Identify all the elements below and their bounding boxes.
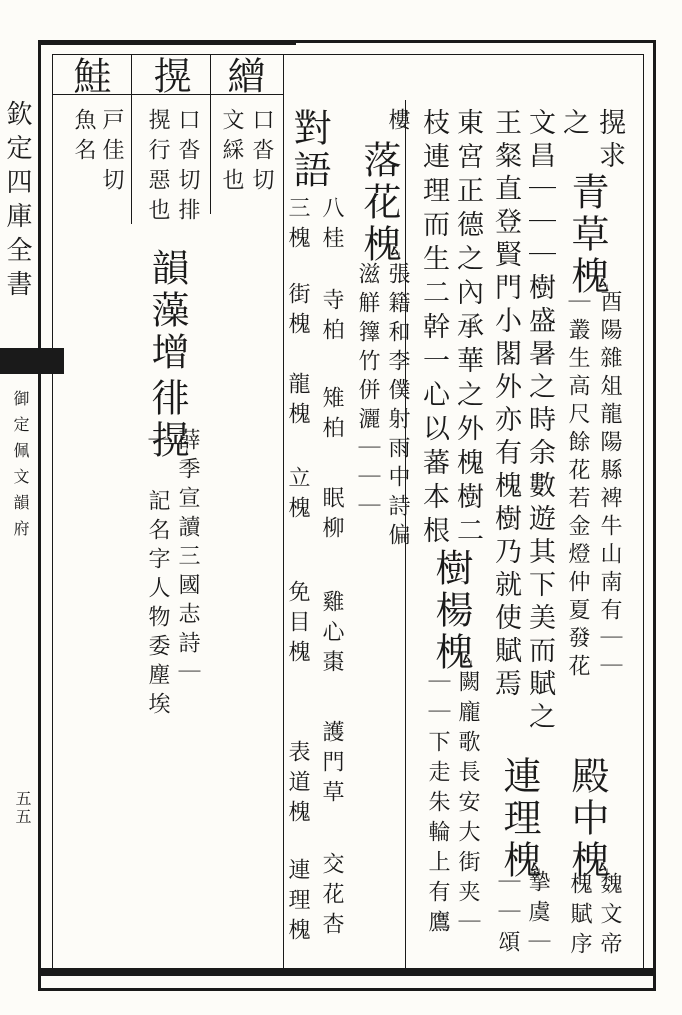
body-text: 文昌｜｜｜樹盛暑之時余數遊其下美而賦之	[524, 108, 555, 735]
pair-term: 表道槐	[285, 740, 310, 830]
pair-term: 街槐	[285, 282, 310, 342]
head-char-ta2: 繒	[221, 56, 265, 98]
gloss-line: 文綵也	[219, 108, 244, 198]
gloss-line: 戸佳切	[99, 108, 124, 198]
bottom-rule	[38, 968, 653, 976]
inner-frame	[52, 54, 644, 973]
entry-note: 魏文帝	[597, 872, 622, 962]
entry-note: 滋觧籜竹併灑｜｜｜	[355, 262, 380, 523]
entry-heading-shuyanghuai: 樹楊槐	[429, 548, 473, 674]
body-text: 㨪求	[594, 108, 625, 174]
entry-note: ｜叢生高尺餘花若金燈仲夏發花	[565, 290, 590, 682]
head-char-ta: 㨪	[147, 56, 191, 98]
entry-note: ｜｜下走朱輪上有鷹	[425, 670, 450, 940]
body-text: 枝連理而生二幹一心以蕃本根	[418, 108, 449, 550]
pair-term: 眠柳	[319, 486, 344, 546]
gloss-line: 㨪行惡也	[145, 108, 170, 228]
book-title: 欽定四庫全書	[2, 100, 32, 304]
pair-term: 三槐	[285, 196, 310, 256]
pair-term: 雞心棗	[319, 590, 344, 680]
entry-note: 酉陽雜俎龍陽縣裨牛山南有｜｜	[597, 290, 622, 682]
column-rule	[131, 94, 132, 224]
rhyme-heading: 韻藻增	[145, 248, 189, 374]
cell-divider	[131, 54, 132, 94]
entry-note: ｜｜頌	[495, 870, 520, 960]
column-rule	[210, 94, 211, 214]
section-title: 御定佩文韻府	[11, 390, 30, 546]
entry-note: 摯虞｜	[525, 870, 550, 960]
duiyu-sub: 八桂	[319, 196, 344, 256]
pair-term: 龍槐	[285, 372, 310, 432]
pair-term: 免目槐	[285, 580, 310, 670]
entry-note: 張籍和李僕射雨中詩偏	[385, 262, 410, 552]
body-text: 東宮正德之內承華之外槐樹二	[452, 108, 483, 550]
column-rule	[283, 94, 284, 970]
citation-note: ｜ 記名字人物委塵埃	[145, 428, 170, 721]
pair-term: 護門草	[319, 720, 344, 810]
duiyu-heading: 對語	[287, 108, 331, 192]
gloss-line: 口沓切排	[175, 108, 200, 228]
cell-divider	[283, 54, 284, 94]
page-number: 五五	[13, 790, 32, 826]
pair-term: 寺柏	[319, 288, 344, 348]
cell-divider	[210, 54, 211, 94]
entry-heading-dianzhonghuai: 殿中槐	[565, 756, 609, 882]
head-char-gui: 鮭	[67, 56, 111, 98]
entry-note: 闕龐歌長安大街夹｜	[455, 670, 480, 940]
rhyme-phrase: 徘㨪	[145, 378, 189, 462]
citation-note: 薛季宣讀三國志詩｜	[175, 428, 200, 689]
header-rule	[38, 40, 296, 45]
entry-note: 槐賦序	[567, 872, 592, 962]
entry-heading-lianlihuai: 連理槐	[497, 756, 541, 882]
body-text: 之	[558, 108, 589, 141]
pair-term: 雉柏	[319, 386, 344, 446]
pair-term: 立槐	[285, 466, 310, 526]
column-prefix: 樓	[385, 108, 410, 138]
gloss-line: 口沓切	[249, 108, 274, 198]
pair-term: 連理槐	[285, 858, 310, 948]
entry-heading-luohuahuai: 落花槐	[357, 140, 401, 266]
pair-term: 交花杏	[319, 852, 344, 942]
entry-heading-qingcaohuai: 青草槐	[565, 172, 609, 298]
body-text: 王粲直登賢門小閣外亦有槐樹乃就使賦焉	[490, 108, 521, 702]
gloss-line: 魚名	[71, 108, 96, 168]
